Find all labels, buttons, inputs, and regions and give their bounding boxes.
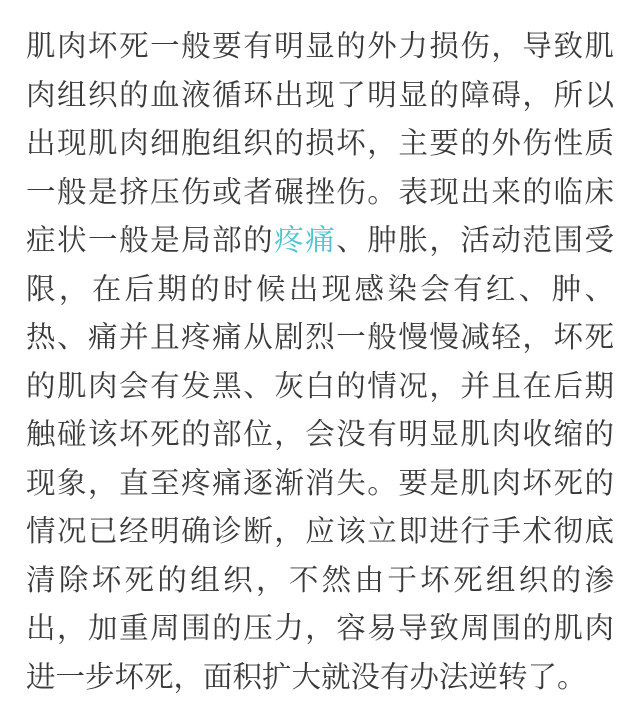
paragraph-segment-1: 肌肉坏死一般要有明显的外力损伤，导致肌肉组织的血液循环出现了明显的障碍，所以出现肌肉细胞组织的损坏，主要的外伤性质一般是挤压伤或者碾挫伤。表现出来的临床症状一般是局部的	[26, 29, 614, 257]
paragraph-segment-2: 、肿胀，活动范围受限，在后期的时候出现感染会有红、肿、热、痛并且疼痛从剧烈一般慢慢减轻，坏死的肌肉会有发黑、灰白的情况，并且在后期触碰该坏死的部位，会没有明显肌肉收缩的现象，直至疼痛逐渐消失。要是肌肉坏死的情况已经明确诊断，应该立即进行手术彻底清除坏死的组织，不然由于坏死组织的渗出，加重周围的压力，容易导致周围的肌肉进一步坏死，面积扩大就没有办法逆转了。	[26, 223, 614, 694]
article-paragraph	[26, 22, 614, 701]
highlighted-term[interactable]: 疼痛	[274, 223, 337, 257]
